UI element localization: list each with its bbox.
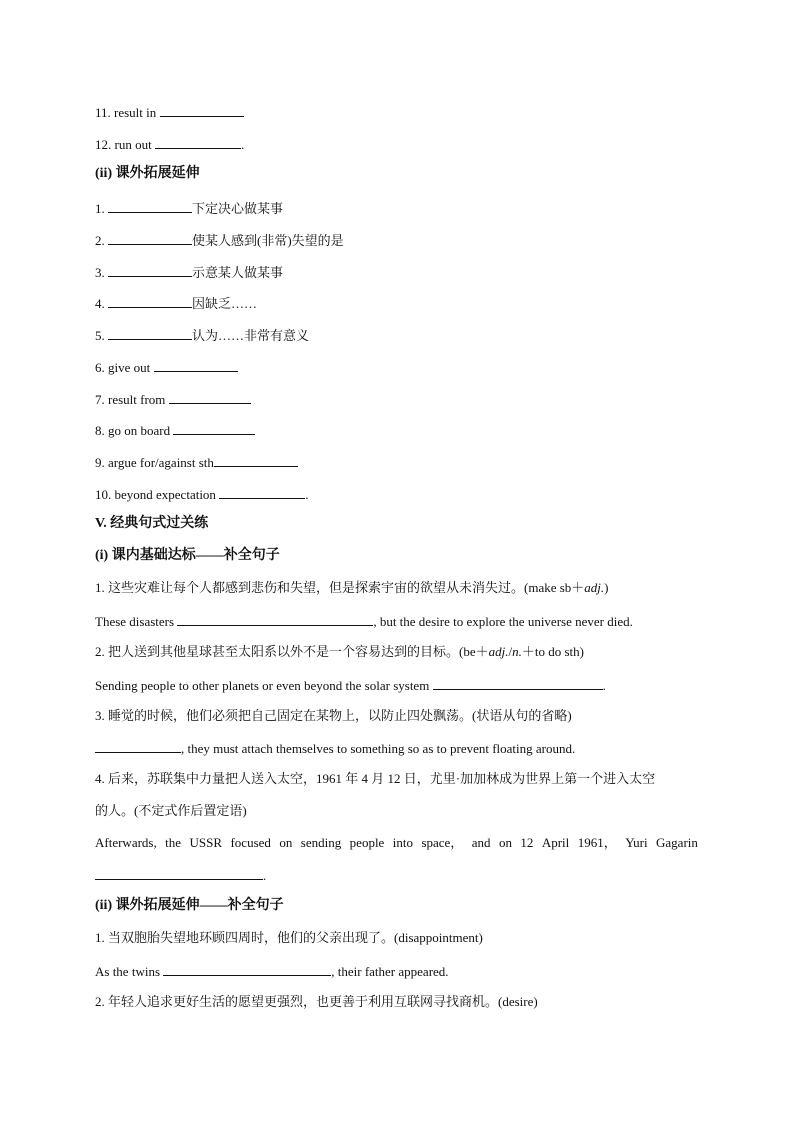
answer-blank[interactable]: [108, 263, 192, 277]
question-cn-continued: 的人。(不定式作后置定语): [95, 803, 247, 818]
extension-item: 4. 因缺乏……: [95, 296, 258, 311]
subsection-heading: (ii) 课外拓展延伸——补全句子: [95, 898, 284, 913]
phrase-item: 7. result from: [95, 390, 251, 408]
answer-blank[interactable]: [155, 135, 241, 149]
phrase-item: 9. argue for/against sth: [95, 453, 298, 471]
question-en: , they must attach themselves to something so as to prevent floating around.: [95, 739, 575, 757]
question-en: Sending people to other planets or even beyond the solar system .: [95, 678, 606, 693]
question-cn: 2. 年轻人追求更好生活的愿望更强烈，也更善于利用互联网寻找商机。(desire): [95, 994, 538, 1009]
extension-item: 5. 认为……非常有意义: [95, 328, 310, 343]
answer-blank[interactable]: [173, 421, 255, 435]
answer-blank[interactable]: [214, 453, 298, 467]
answer-blank[interactable]: [95, 739, 181, 753]
item-12: 12. run out .: [95, 137, 245, 152]
answer-blank[interactable]: [177, 612, 373, 626]
answer-blank[interactable]: [154, 358, 238, 372]
answer-blank[interactable]: [108, 294, 192, 308]
phrase-item: 10. beyond expectation .: [95, 487, 309, 502]
answer-blank[interactable]: [160, 103, 244, 117]
phrase-item: 6. give out: [95, 358, 238, 376]
answer-blank[interactable]: [219, 485, 305, 499]
section-v-heading: V. 经典句式过关练: [95, 516, 209, 531]
answer-blank[interactable]: [433, 676, 603, 690]
extension-item: 3. 示意某人做某事: [95, 265, 284, 280]
question-en: These disasters , but the desire to explore the universe never died.: [95, 614, 633, 629]
answer-blank[interactable]: [108, 326, 192, 340]
answer-blank[interactable]: [108, 199, 192, 213]
answer-blank[interactable]: [108, 231, 192, 245]
question-cn: 4. 后来，苏联集中力量把人送入太空，1961 年 4 月 12 日，尤里·加加林成为世界上第一个进入太空: [95, 771, 656, 786]
question-cn: 2. 把人送到其他星球甚至太阳系以外不是一个容易达到的目标。(be＋adj./n.＋to do sth): [95, 644, 584, 659]
phrase-item: 8. go on board: [95, 421, 255, 439]
question-cn: 1. 当双胞胎失望地环顾四周时，他们的父亲出现了。(disappointment): [95, 930, 483, 945]
question-en: As the twins , their father appeared.: [95, 964, 449, 979]
subsection-heading: (i) 课内基础达标——补全句子: [95, 548, 280, 563]
answer-blank[interactable]: [95, 866, 263, 880]
question-en: Afterwards, the USSR focused on sending people into space， and on 12 April 1961， Yuri Gagarin: [95, 835, 698, 850]
question-cn: 3. 睡觉的时候，他们必须把自己固定在某物上，以防止四处飘荡。(状语从句的省略): [95, 708, 572, 723]
extension-heading: (ii) 课外拓展延伸: [95, 166, 200, 181]
answer-blank[interactable]: [169, 390, 251, 404]
extension-item: 2. 使某人感到(非常)失望的是: [95, 233, 344, 248]
question-cn: 1. 这些灾难让每个人都感到悲伤和失望，但是探索宇宙的欲望从未消失过。(make sb＋adj.): [95, 580, 609, 595]
extension-item: 1. 下定决心做某事: [95, 201, 284, 216]
item-11: 11. result in: [95, 103, 244, 121]
answer-blank[interactable]: [163, 962, 331, 976]
question-en-continued: .: [95, 866, 266, 884]
